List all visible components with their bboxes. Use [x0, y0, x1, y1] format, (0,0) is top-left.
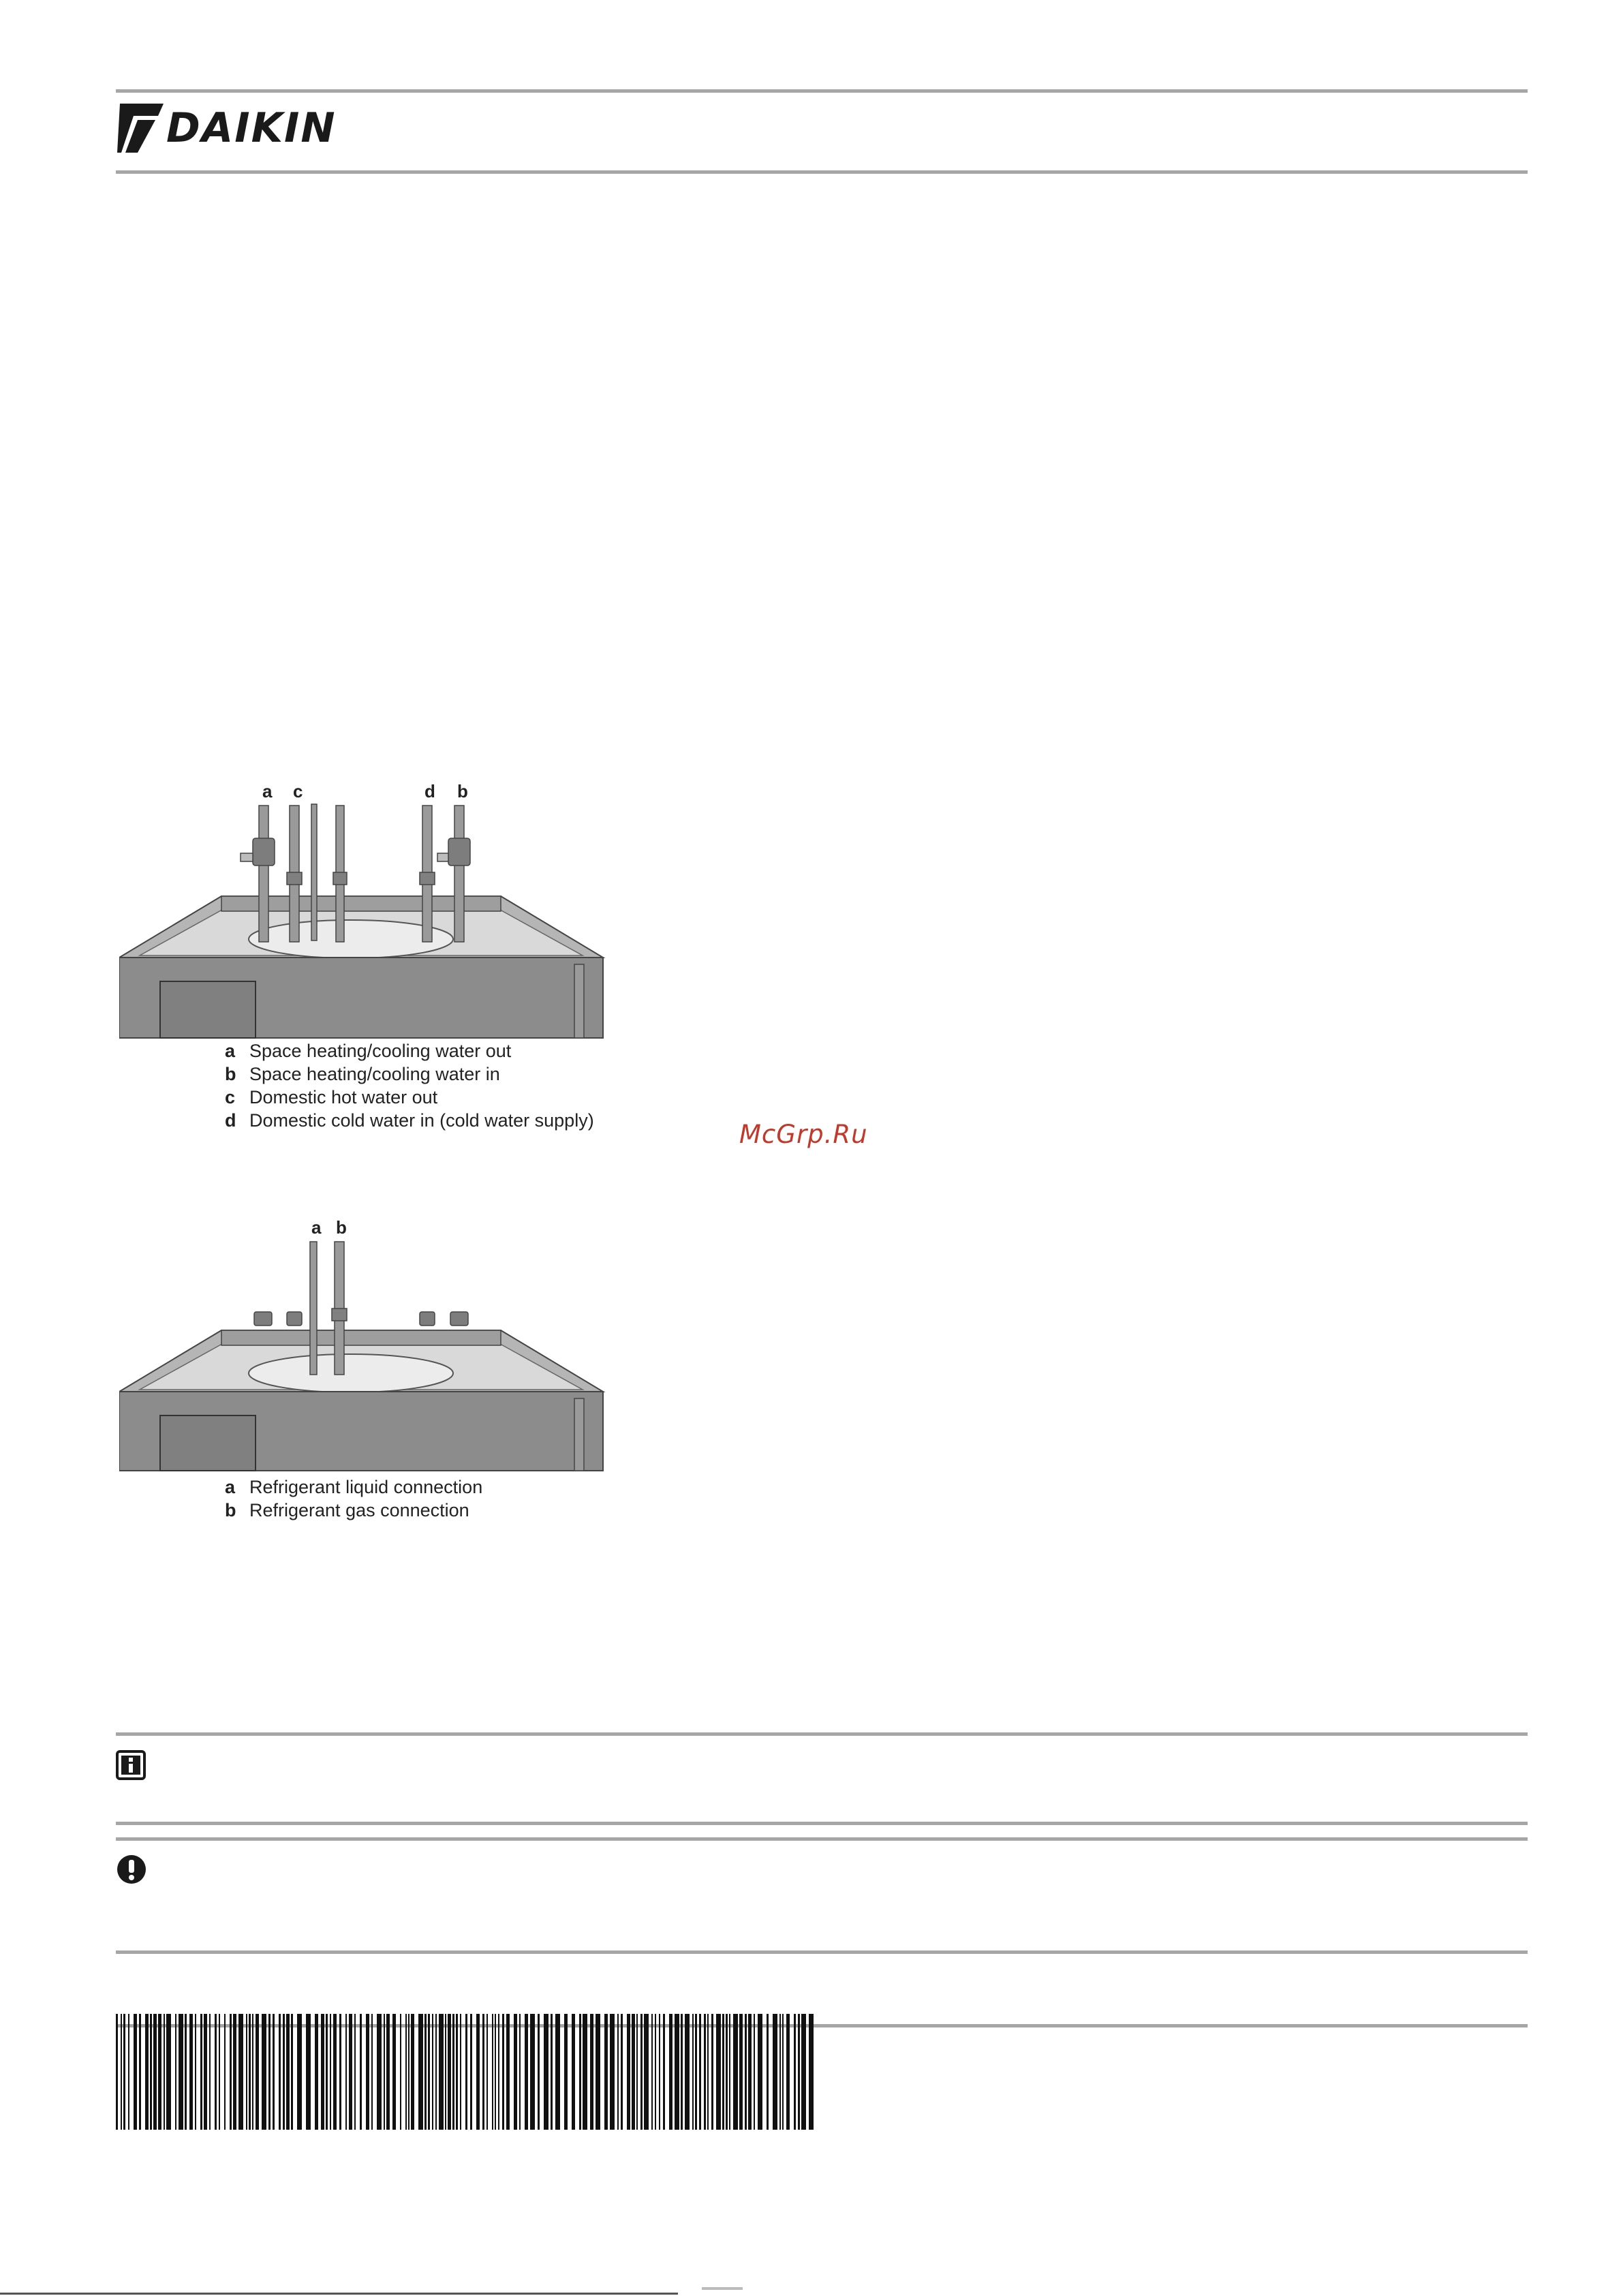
barcode-bar [555, 2014, 560, 2130]
warning-notice-top-rule [116, 1837, 1528, 1841]
barcode-bar [748, 2014, 752, 2130]
barcode-bar [716, 2014, 721, 2130]
barcode-bar [400, 2014, 401, 2130]
barcode-bar [506, 2014, 510, 2130]
legend-text: Refrigerant liquid connection [249, 1477, 483, 1497]
barcode-bar [377, 2014, 382, 2130]
barcode-bar [297, 2014, 302, 2130]
barcode-bar [699, 2014, 701, 2130]
legend-key: a [225, 1041, 236, 1061]
barcode-bar [249, 2014, 251, 2130]
barcode-bar [219, 2014, 220, 2130]
exclamation-icon [116, 1854, 147, 1885]
unit-body [119, 1330, 603, 1471]
barcode-bar [632, 2014, 635, 2130]
pipe-label-c: c [293, 781, 303, 801]
barcode-bar [268, 2014, 270, 2130]
barcode-bar [794, 2014, 796, 2130]
legend-text: Refrigerant gas connection [249, 1500, 469, 1520]
barcode-bar [209, 2014, 211, 2130]
barcode-bar [636, 2014, 638, 2130]
barcode-bar [123, 2014, 125, 2130]
barcode-bar [596, 2014, 600, 2130]
legend-item-c [225, 1086, 594, 1109]
barcode-bar [145, 2014, 149, 2130]
barcode-bar [655, 2014, 656, 2130]
barcode-bar [798, 2014, 800, 2130]
unit-top-refrigerant-illustration [119, 1213, 610, 1472]
legend-item-a [225, 1039, 594, 1062]
barcode-bar [345, 2014, 347, 2130]
barcode-bar [754, 2014, 755, 2130]
barcode-bar [204, 2014, 207, 2130]
barcode-bar [164, 2014, 165, 2130]
barcode-bar [460, 2014, 461, 2130]
barcode-bar [482, 2014, 484, 2130]
figure-refrigerant-connections [119, 1213, 610, 1475]
barcode-bar [408, 2014, 409, 2130]
barcode-bar [179, 2014, 183, 2130]
barcode-bar [432, 2014, 433, 2130]
barcode-bar [366, 2014, 369, 2130]
info-notice-top-rule [116, 1732, 1528, 1736]
barcode-bar [200, 2014, 202, 2130]
legend-key: b [225, 1500, 236, 1520]
barcode-bar [386, 2014, 390, 2130]
barcode-bar [530, 2014, 535, 2130]
barcode-bar [498, 2014, 499, 2130]
legend-refrigerant [225, 1475, 482, 1522]
barcode-bar [435, 2014, 437, 2130]
legend-text: Domestic hot water out [249, 1087, 438, 1107]
legend-text: Domestic cold water in (cold water supply) [249, 1110, 594, 1131]
barcode-bar [233, 2014, 236, 2130]
barcode-bar [411, 2014, 414, 2130]
legend-key: d [225, 1110, 236, 1131]
info-notice-bottom-rule [116, 1822, 1528, 1825]
barcode-bar [283, 2014, 285, 2130]
barcode-bar [739, 2014, 743, 2130]
barcode-bar [139, 2014, 141, 2130]
barcode-bar [128, 2014, 129, 2130]
barcode-bar [767, 2014, 769, 2130]
barcode-bar [525, 2014, 528, 2130]
barcode-bar [779, 2014, 781, 2130]
barcode-bar [175, 2014, 176, 2130]
barcode-bar [252, 2014, 253, 2130]
barcode-bar [564, 2014, 568, 2130]
barcode-bar [273, 2014, 275, 2130]
barcode-bar [230, 2014, 232, 2130]
barcode-bar [224, 2014, 226, 2130]
barcode-bar [610, 2014, 615, 2130]
barcode-bar [326, 2014, 328, 2130]
barcode-bar [185, 2014, 187, 2130]
legend-water [225, 1039, 594, 1132]
barcode-bar [711, 2014, 713, 2130]
barcode-bar [371, 2014, 373, 2130]
barcode-bar [116, 2014, 118, 2130]
barcode-bar [321, 2014, 324, 2130]
barcode-bar [262, 2014, 266, 2130]
legend-item-d [225, 1109, 594, 1132]
document-barcode [116, 2014, 814, 2130]
barcode-bar [238, 2014, 243, 2130]
info-icon [116, 1750, 146, 1780]
brand-name: DAIKIN [166, 104, 337, 152]
legend-text: Space heating/cooling water in [249, 1064, 500, 1084]
barcode-bar [782, 2014, 784, 2130]
barcode-bar [153, 2014, 157, 2130]
pipe-label-b: b [336, 1217, 347, 1238]
pipe-label-b: b [457, 781, 468, 801]
barcode-bar [538, 2014, 540, 2130]
barcode-bar [722, 2014, 724, 2130]
barcode-bar [551, 2014, 553, 2130]
barcode-bar [418, 2014, 423, 2130]
barcode-bar [166, 2014, 171, 2130]
barcode-bar [424, 2014, 427, 2130]
barcode-bar [158, 2014, 161, 2130]
barcode-bar [306, 2014, 311, 2130]
legend-item-b [225, 1062, 594, 1086]
barcode-bar [617, 2014, 619, 2130]
barcode-bar [439, 2014, 444, 2130]
barcode-bar [333, 2014, 337, 2130]
pipe-label-a: a [262, 781, 273, 801]
pipe-label-a: a [311, 1217, 322, 1238]
barcode-bar [486, 2014, 488, 2130]
warning-notice-bottom-rule [116, 1950, 1528, 1954]
barcode-bar [627, 2014, 630, 2130]
legend-key: a [225, 1477, 236, 1497]
barcode-bar [189, 2014, 193, 2130]
barcode-bar [448, 2014, 451, 2130]
barcode-bar [360, 2014, 362, 2130]
page-bottom-mark [702, 2287, 743, 2290]
barcode-bar [349, 2014, 352, 2130]
barcode-bar [583, 2014, 587, 2130]
page-bottom-line [0, 2293, 678, 2295]
barcode-bar [685, 2014, 690, 2130]
barcode-bar [465, 2014, 467, 2130]
barcode-bar [572, 2014, 575, 2130]
barcode-bar [502, 2014, 504, 2130]
barcode-bar [590, 2014, 593, 2130]
barcode-bar [675, 2014, 679, 2130]
barcode-bar [786, 2014, 790, 2130]
unit-body [119, 896, 603, 1038]
barcode-bar [579, 2014, 581, 2130]
barcode-bar [286, 2014, 290, 2130]
barcode-bar [758, 2014, 762, 2130]
barcode-bar [726, 2014, 728, 2130]
barcode-bar [495, 2014, 496, 2130]
barcode-bar [621, 2014, 623, 2130]
barcode-bar [354, 2014, 356, 2130]
barcode-bar [256, 2014, 259, 2130]
barcode-bar [733, 2014, 738, 2130]
barcode-bar [681, 2014, 683, 2130]
barcode-bar [692, 2014, 694, 2130]
barcode-bar [809, 2014, 814, 2130]
barcode-bar [291, 2014, 293, 2130]
barcode-bar [695, 2014, 697, 2130]
barcode-bar [470, 2014, 472, 2130]
barcode-bar [384, 2014, 385, 2130]
barcode-bar [452, 2014, 454, 2130]
barcode-bar [195, 2014, 196, 2130]
barcode-bar [279, 2014, 281, 2130]
barcode-bar [330, 2014, 331, 2130]
barcode-bar [121, 2014, 122, 2130]
barcode-bar [339, 2014, 341, 2130]
barcode-bar [544, 2014, 548, 2130]
legend-item-b [225, 1499, 482, 1522]
barcode-bar [428, 2014, 430, 2130]
barcode-bar [445, 2014, 446, 2130]
barcode-bar [405, 2014, 407, 2130]
barcode-bar [651, 2014, 653, 2130]
barcode-bar [773, 2014, 777, 2130]
barcode-bar [663, 2014, 665, 2130]
barcode-bar [315, 2014, 318, 2130]
barcode-bar [150, 2014, 152, 2130]
barcode-bar [476, 2014, 480, 2130]
header-bottom-rule [116, 170, 1528, 174]
legend-key: c [225, 1087, 236, 1107]
barcode-bar [729, 2014, 730, 2130]
daikin-logo-mark [117, 102, 165, 154]
barcode-bar [492, 2014, 493, 2130]
unit-top-water-illustration [119, 777, 610, 1039]
legend-item-a [225, 1475, 482, 1499]
watermark: McGrp.Ru [739, 1120, 868, 1149]
barcode-bar [745, 2014, 747, 2130]
barcode-bar [514, 2014, 517, 2130]
barcode-bar [456, 2014, 458, 2130]
barcode-bar [640, 2014, 643, 2130]
barcode-bar [604, 2014, 608, 2130]
barcode-bar [134, 2014, 137, 2130]
header-top-rule [116, 89, 1528, 93]
figure-water-connections [119, 777, 610, 1043]
barcode-bar [707, 2014, 709, 2130]
pipe-label-d: d [424, 781, 435, 801]
legend-text: Space heating/cooling water out [249, 1041, 512, 1061]
barcode-bar [801, 2014, 806, 2130]
barcode-bar [659, 2014, 660, 2130]
legend-key: b [225, 1064, 236, 1084]
barcode-bar [704, 2014, 706, 2130]
barcode-bar [669, 2014, 673, 2130]
barcode-bar [644, 2014, 649, 2130]
barcode-bar [392, 2014, 396, 2130]
barcode-bar [519, 2014, 521, 2130]
barcode-bar [246, 2014, 247, 2130]
barcode-bar [215, 2014, 217, 2130]
